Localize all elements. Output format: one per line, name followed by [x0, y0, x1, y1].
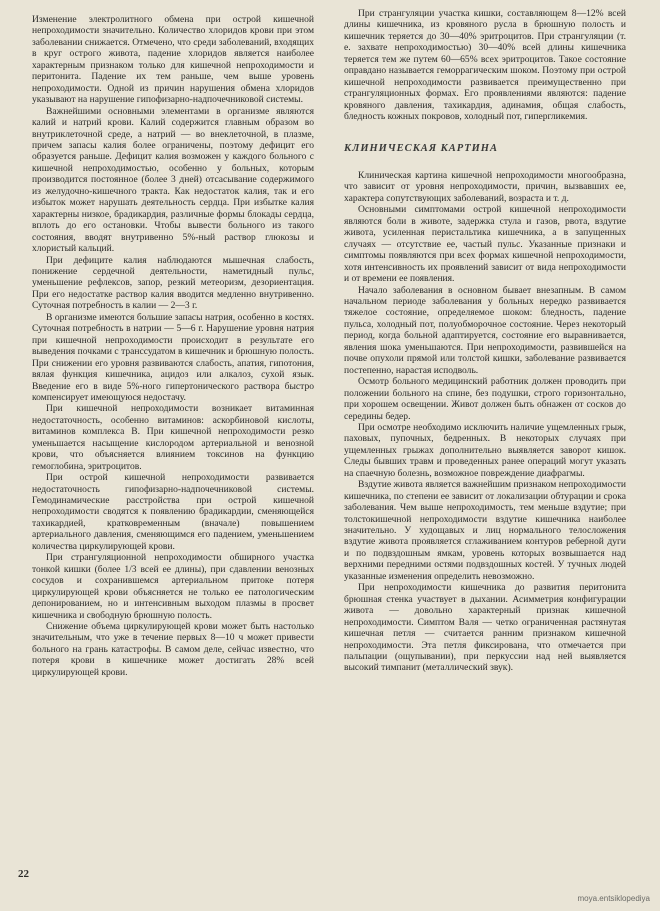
paragraph: Снижение объема циркулирующей крови может быть настолько значительным, что уже в течение первых 8—10 ч может привести больного на грань катастрофы. В самом деле, сейчас известно, что потеря крови в кишечнике может достигать 28% всей циркулирующей крови. [32, 621, 314, 678]
paragraph: При дефиците калия наблюдаются мышечная слабость, понижение сердечной деятельности, наметидный пульс, уменьшение рефлексов, запор, резкий метеоризм, дезориентация. При его недостатке раствор калия вводится медленно внутривенно. Суточная потребность в калии — 2—3 г. [32, 254, 314, 312]
paragraph: Основными симптомами острой кишечной непроходимости являются боли в животе, задержка стула и газов, рвота, вздутие живота, усиленная перистальтика кишечника, а в запущенных случаях — отсутствие ее, частый пульс. Указанные признаки и симптомы появляются при всех формах кишечной непроходимости, хотя интенсивность их проявлений зависит от вида непроходимости и от времени ее появления. [344, 204, 626, 285]
paragraph: При странгуляции участка кишки, составляющем 8—12% всей длины кишечника, из кровяного русла в брюшную полость и кишечник теряется до 30—40% эритроцитов. При странгуляции (т. е. захвате непроходимостью) 30—40% всей длины кишечника теряется тем же путем 60—65% всех эритроцитов. Такое состояние оправдано называется геморрагическим шоком. Поэтому при острой кишечной непроходимости развивается преимущественно при странгуляционных формах. Его проявлениями являются: падение кровяного давления, тахикардия, адинамия, общая слабость, бледность кожных покровов, холодный пот, гипергликемия. [344, 8, 626, 123]
paragraph: При осмотре необходимо исключить наличие ущемленных грыж, паховых, пупочных, бедренных. В некоторых случаях при ущемленных грыжах дополнительно выявляется заворот кишок. Следы бывших травм и проведенных ранее операций могут указать на спаечную болезнь, возможное повреждение диафрагмы. [344, 421, 626, 479]
page-number: 22 [18, 868, 29, 880]
paragraph: В организме имеются большие запасы натрия, особенно в костях. Суточная потребность в натрии — 5—6 г. Нарушение уровня натрия при кишечной непроходимости происходит в результате его выведения почками с транссудатом в кишечник и брюшную полость. При снижении его уровня развиваются слабость, апатия, гипотония, вялая функция кишечника, ацидоз или алкалоз, сухой язык. Введение его в виде 5%-ного гипертонического раствора быстро компенсирует имеющуюся недостачу. [32, 311, 314, 403]
paragraph: При кишечной непроходимости возникает витаминная недостаточность, особенно витаминов: аскорбиновой кислоты, витаминов комплекса B. При кишечной непроходимости резко уменьшается насыщение кислородом артериальной и венозной крови, что объясняется влиянием токсинов на функцию гемоглобина, эритроцитов. [32, 403, 314, 472]
paragraph: При острой кишечной непроходимости развивается недостаточность гипофизарно-надпочечниковой системы. Гемодинамические расстройства при острой кишечной непроходимости сводятся к появлению брадикардии, сменяющейся тахикардией, кратковременным (вначале) повышением артериального давления, сменяющимся его падением, уменьшением количества циркулирующей крови. [32, 472, 314, 552]
right-text-column [344, 8, 626, 674]
paragraph: При непроходимости кишечника до развития перитонита брюшная стенка участвует в дыхании. Асимметрия конфигурации живота — довольно характерный признак кишечной непроходимости. Симптом Валя — четко ограниченная растянутая кишечная петля — считается ранним признаком кишечной непроходимости. Эта петля фиксирована, что отмечается при пальпации (ощупывании), при перкуссии над ней выявляется высокий тимпанит (металлический звук). [344, 582, 626, 674]
left-text-column [32, 14, 314, 678]
paragraph: При странгуляционной непроходимости обширного участка тонкой кишки (более 1/3 всей ее длины), при сдавлении венозных сосудов и сохранившемся артериальном притоке потеря циркулирующей крови объясняется не только ее патологическим депонированием, но и интенсивным выходом плазмы в просвет кишечника и свободную брюшную полость. [32, 552, 314, 621]
paragraph: Осмотр больного медицинский работник должен проводить при положении больного на спине, без подушки, строго горизонтально, при хорошем освещении. Живот должен быть обнажен от сосков до середины бедер. [344, 376, 626, 422]
paragraph: Начало заболевания в основном бывает внезапным. В самом начальном периоде заболевания у больных нередко развивается тяжелое состояние, определяемое шоком: бледность, падение пульса, холодный пот, полуобморочное состояние. Через некоторый период, когда больной адаптируется, состояние его выравнивается, явления шока уменьшаются. При непроходимости, развившейся на почве опухоли прямой или толстой кишки, заболевание развивается постепенно, нарастая исподволь. [344, 284, 626, 376]
watermark: moya.entsiklopediya [577, 894, 650, 903]
paragraph: Важнейшими основными элементами в организме являются калий и натрий крови. Калий содержится главным образом во внутриклеточной среде, а натрий — во внеклеточной, в плазме, причем запасы калия более ограничены, поэтому дефицит его образуется раньше. Дефицит калия возможен у каждого больного с кишечной непроходимостью, особенно у больных, которым производится постоянное (более 3 дней) отсасывание содержимого из желудочно-кишечного тракта. Как недостаток калия, так и его избыток может нарушать деятельность сердца. При избытке калия характерны низкое, брадикардия, различные формы блокады сердца, вплоть до его остановки. Чтобы вывести больного из такого состояния, вводят внутривенно 5%-ный раствор глюкозы и хлористый кальций. [32, 105, 314, 255]
paragraph: Изменение электролитного обмена при острой кишечной непроходимости значительно. Количество хлоридов крови при этом заболевании снижается. Отмечено, что среди заболеваний, входящих в круг острого живота, падение хлоридов является наиболее характерным признаком только для кишечной непроходимости и перитонита. Падение их тем раньше, чем выше уровень непроходимости. Одной из причин нарушения обмена хлоридов указывают на нарушение гипофизарно-надпочечниковой системы. [32, 14, 314, 106]
paragraph: Вздутие живота является важнейшим признаком непроходимости кишечника, по степени ее зависит от локализации обтурации и срока заболевания. Чем выше непроходимость, тем меньше вздутие; при толстокишечной непроходимости вздутие кишечника наиболее значительно. У худощавых и лиц нормального телосложения вздутие живота проявляется сглаживанием контуров реберной дуги и по подвздошным ямкам, уровень которых возвышается над верхними передними остями подвздошных костей. У тучных людей указанные изменения определить невозможно. [344, 479, 626, 582]
section-heading: КЛИНИЧЕСКАЯ КАРТИНА [344, 142, 498, 154]
paragraph: Клиническая картина кишечной непроходимости многообразна, что зависит от уровня непроходимости, причин, вызвавших ее, характера сопутствующих заболеваний, возраста и т. д. [344, 169, 626, 204]
